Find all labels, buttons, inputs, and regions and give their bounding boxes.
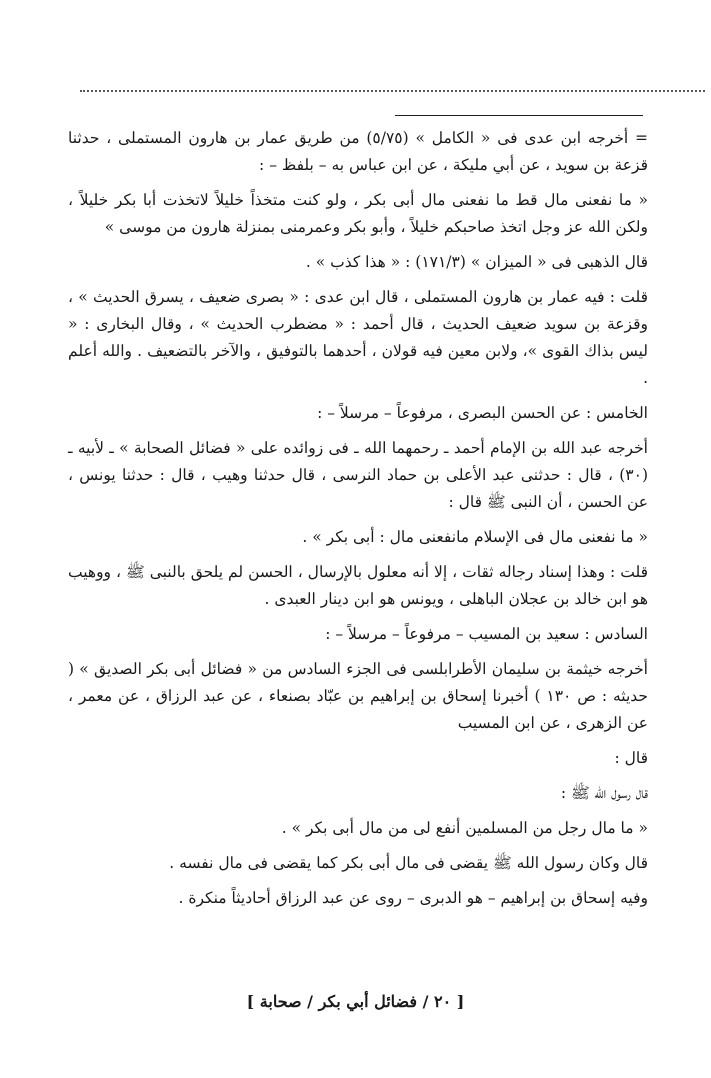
paragraph-12: قال رسول الله ﷺ : (560, 784, 648, 802)
paragraph-6: أخرجه عبد الله بن الإمام أحمد ـ رحمهما الله ـ فى زوائده على « فضائل الصحابة » ـ لأبيه ـ (٣٠) ، قال : حدثنى عبد الأعلى بن حماد النرسى ، قال حدثنا وهيب ، قال : حدثنا يونس ، عن الحسن ، أن النبى ﷺ قال : (68, 439, 648, 511)
paragraph-11: قال : (614, 749, 648, 767)
paragraph-7: « ما نفعنى مال فى الإسلام مانفعنى مال : أبى بكر » . (302, 528, 648, 546)
paragraph-5: الخامس : عن الحسن البصرى ، مرفوعاً – مرسلاً – : (317, 404, 648, 422)
paragraph-1: = أخرجه ابن عدى فى « الكامل » (٥/٧٥) من طريق عمار بن هارون المستملى ، حدثنا قزعة بن سويد ، عن أبي مليكة ، عن ابن عباس به – بلفظ – : (68, 129, 648, 174)
paragraph-3: قال الذهبى فى « الميزان » (١٧١/٣) : « هذا كذب » . (305, 253, 648, 271)
paragraph-2: « ما نفعنى مال قط ما نفعنى مال أبى بكر ، ولو كنت متخذاً خليلاً لاتخذت أبا بكر خليلاً ، ولكن الله عز وجل اتخذ صاحبكم خليلاً ، وأبو بكر وعمرمنى بمنزلة هارون من موسى » (68, 191, 648, 236)
paragraph-14: قال وكان رسول الله ﷺ يقضى فى مال أبى بكر كما يقضى فى مال نفسه . (169, 854, 648, 872)
paragraph-13: « ما مال رجل من المسلمين أنفع لى من مال أبى بكر » . (281, 819, 648, 837)
page-body (68, 125, 648, 920)
paragraph-9: السادس : سعيد بن المسيب – مرفوعاً – مرسلاً – : (325, 625, 648, 643)
page-footer: [ ٢٠ / فضائل أبي بكر / صحابة ] (246, 992, 465, 1011)
paragraph-15: وفيه إسحاق بن إبراهيم – هو الدبرى – روى عن عبد الرزاق أحاديثاً منكرة . (178, 889, 648, 907)
paragraph-8: قلت : وهذا إسناد رجاله ثقات ، إلا أنه معلول بالإرسال ، الحسن لم يلحق بالنبى ﷺ ، ووهيب هو ابن خالد بن عجلان الباهلى ، ويونس هو ابن دينار العبدى . (68, 563, 648, 608)
header-dotted-line (80, 90, 705, 92)
paragraph-4: قلت : فيه عمار بن هارون المستملى ، قال ابن عدى : « بصرى ضعيف ، يسرق الحديث » ، وقزعة بن سويد ضعيف الحديث ، قال أحمد : « مضطرب الحديث » ، وقال البخارى : « ليس بذاك القوى »، ولابن معين فيه قولان ، أحدهما بالتوفيق ، والآخر بالتضعيف . والله أعلم . (68, 288, 648, 387)
footnote-rule (395, 115, 643, 116)
paragraph-10: أخرجه خيثمة بن سليمان الأطرابلسى فى الجزء السادس من « فضائل أبى بكر الصديق » ( حديثه : ص ١٣٠ ) أخبرنا إسحاق بن إبراهيم بن عبّاد بصنعاء ، عن عبد الرزاق ، عن معمر ، عن الزهرى ، عن ابن المسيب (68, 660, 648, 732)
